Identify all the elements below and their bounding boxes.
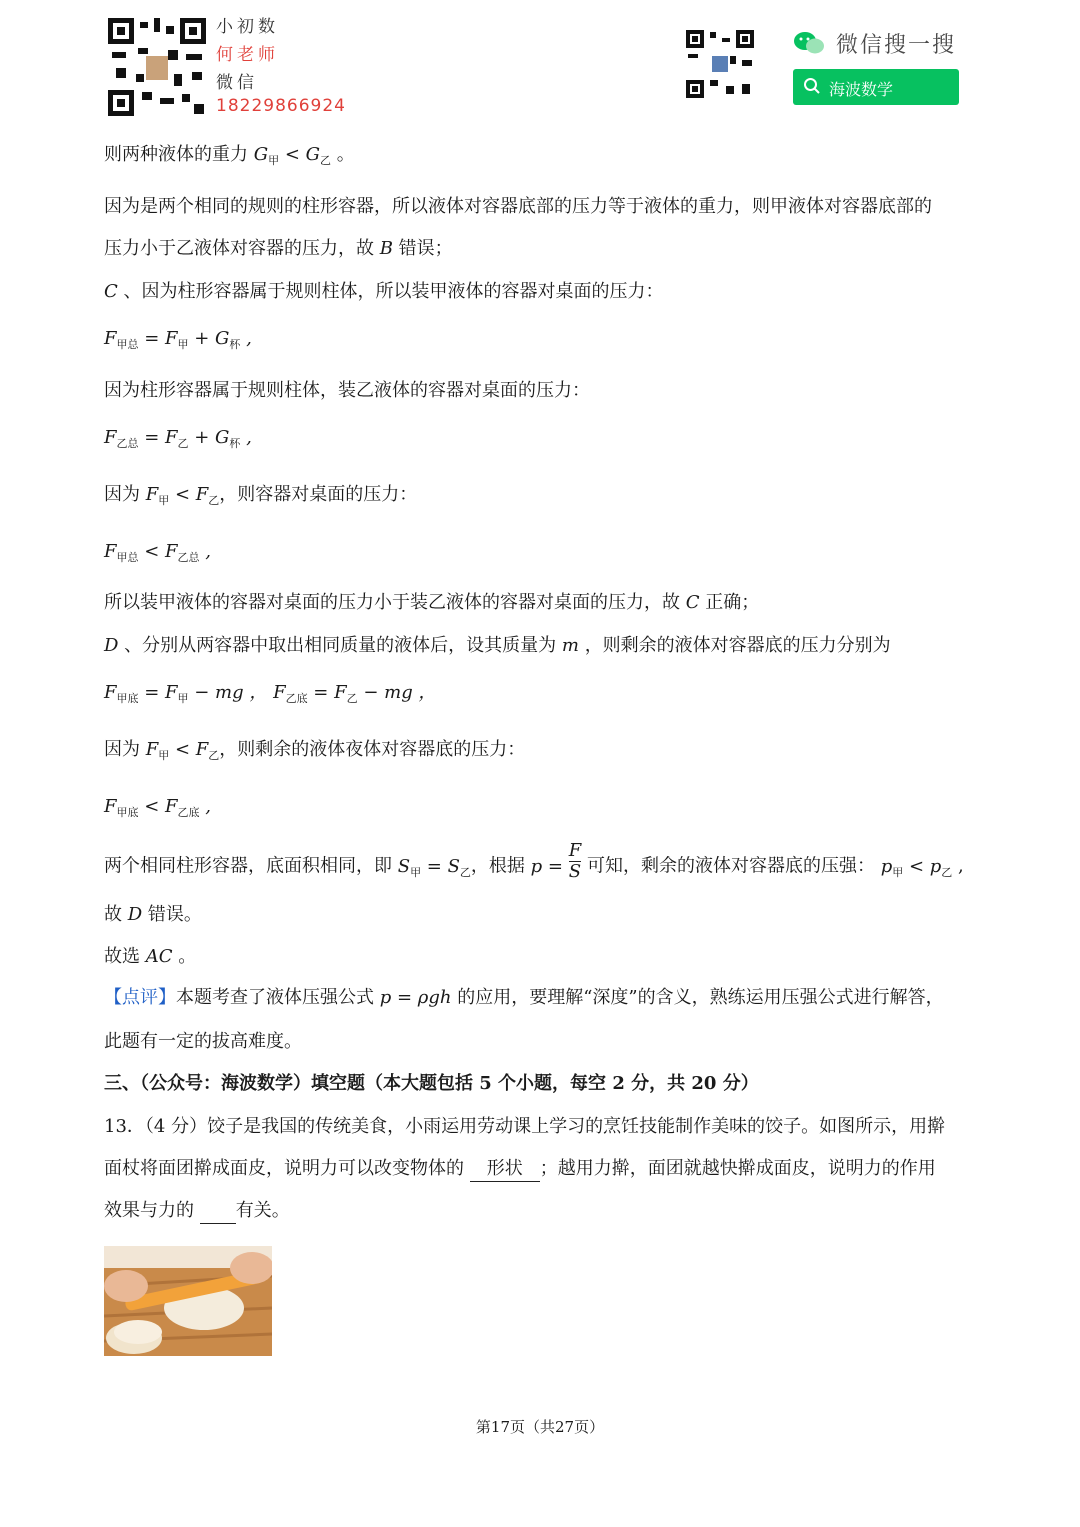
comment-line: 【点评】本题考查了液体压强公式 p = ρgh 的应用，要理解“深度”的含义，熟练运用压强公式进行解答， <box>104 987 944 1008</box>
text-line: 所以装甲液体的容器对桌面的压力小于装乙液体的容器对桌面的压力，故 C 正确； <box>104 592 760 613</box>
formula-g: $G_甲 < G_乙$ <box>253 144 332 167</box>
text-line: 因为 $F_甲 < F_乙$，则容器对桌面的压力： <box>104 484 418 507</box>
handwritten-phone: 18229866924 <box>216 96 346 116</box>
text-line: C 、因为柱形容器属于规则柱体，所以装甲液体的容器对桌面的压力： <box>104 281 664 302</box>
text-line: 因为 $F_甲 < F_乙$，则剩余的液体夜体对容器底的压力： <box>104 739 526 762</box>
wechat-search-label: 微信搜一搜 <box>836 33 957 58</box>
handwritten-line-2: 何老师 <box>216 45 279 65</box>
text-line: 两个相同柱形容器，底面积相同，即 $S_甲 = S_乙$，根据 p = $\frac{F}{S}$ 可知，剩余的液体对容器底的压强： $p_甲 < p_乙$ , <box>104 840 964 882</box>
question-13-line-3: 效果与力的 有关。 <box>104 1199 290 1224</box>
formula-line: $F_{乙总} = F_乙 + G_杯$ , <box>104 427 252 450</box>
dumpling-rolling-photo <box>104 1246 272 1356</box>
text-line: 故选 AC 。 <box>104 946 197 967</box>
question-13-line-1: 13．（4 分）饺子是我国的传统美食，小雨运用劳动课上学习的烹饪技能制作美味的饺子。如图所示，用擀 <box>104 1116 946 1137</box>
formula-line: $F_{甲底} < F_{乙底}$ , <box>104 796 211 819</box>
formula-line: $F_{甲总} < F_{乙总}$ , <box>104 541 211 564</box>
text-line: 则两种液体的重力 $G_甲 < G_乙$ 。 <box>104 144 355 167</box>
qr-code-left <box>108 18 206 116</box>
text-line: 此题有一定的拔高难度。 <box>104 1031 302 1052</box>
formula-line: $F_{甲底} = F_甲$ − mg ， $F_{乙底} = F_乙$ − mg ， <box>104 682 437 705</box>
section-heading: 三、（公众号：海波数学）填空题（本大题包括 5 个小题，每空 2 分，共 20 分） <box>104 1073 759 1094</box>
comment-tag: 【点评】 <box>104 987 176 1008</box>
handwritten-line-3: 微信 <box>216 73 258 93</box>
handwritten-line-1: 小初数 <box>216 17 279 37</box>
page-number: 第17页（共27页） <box>475 1418 605 1436</box>
wechat-icon <box>793 30 825 56</box>
haibo-search-button[interactable] <box>793 69 959 105</box>
answer-blank-1: 形状 <box>470 1157 540 1182</box>
question-13-line-2: 面杖将面团擀成面皮，说明力可以改变物体的 形状 ；越用力擀，面团就越快擀成面皮，说明力的作用 <box>104 1157 936 1182</box>
formula-line: $F_{甲总} = F_甲 + G_杯$ , <box>104 328 252 351</box>
search-icon <box>803 77 821 99</box>
text-line: 压力小于乙液体对容器的压力，故 B 错误； <box>104 238 453 259</box>
text-line: 因为柱形容器属于规则柱体，装乙液体的容器对桌面的压力： <box>104 380 590 401</box>
text-line: 因为是两个相同的规则的柱形容器，所以液体对容器底部的压力等于液体的重力，则甲液体对容器底部的 <box>104 196 932 217</box>
qr-code-right <box>686 30 754 98</box>
text-line: 故 D 错误。 <box>104 904 202 925</box>
answer-blank-2 <box>200 1199 236 1224</box>
text-line: D 、分别从两容器中取出相同质量的液体后，设其质量为 m ，则剩余的液体对容器底的压力分别为 <box>104 635 891 656</box>
search-button-label: 海波数学 <box>829 80 894 99</box>
